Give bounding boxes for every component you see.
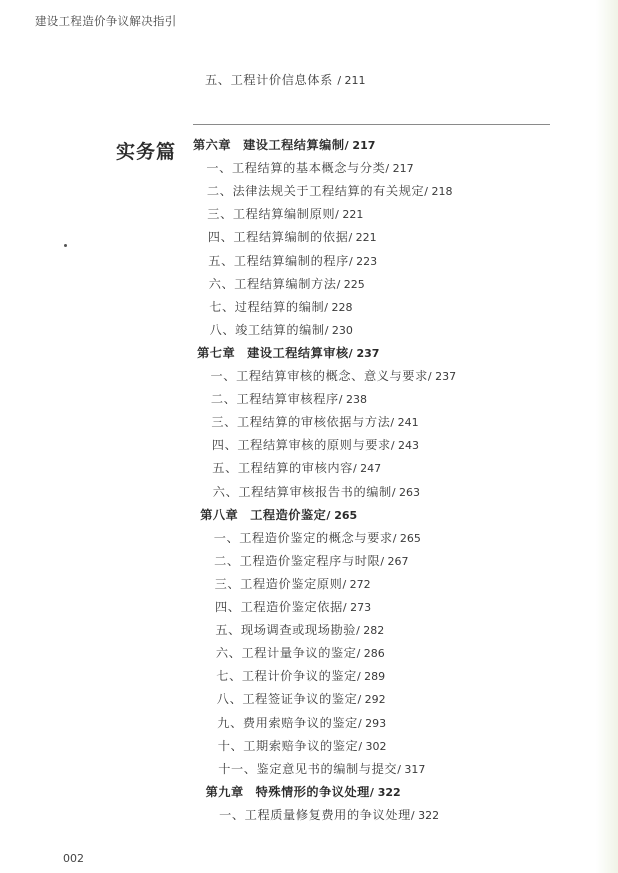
toc-entry-text: 五、现场调查或现场勘验: [215, 623, 357, 638]
toc-entry-prev-section: [205, 72, 366, 89]
toc-entry-text: 十、工期索赔争议的鉴定: [217, 738, 359, 753]
toc-entry-page: / 317: [397, 762, 426, 776]
toc-entry-page: / 238: [338, 393, 367, 407]
toc-entry-page: / 265: [392, 531, 421, 545]
toc-chapter-number: 第七章: [197, 345, 236, 360]
toc-entry-page: / 263: [391, 485, 421, 499]
toc-section-entry: [214, 553, 408, 570]
toc-entry-page: / 223: [348, 254, 378, 268]
toc-entry-text: 五、工程结算的审核内容: [212, 461, 353, 476]
toc-entry-page: / 272: [342, 577, 371, 591]
toc-entry-page: / 322: [369, 785, 401, 799]
scan-edge-shading: [596, 0, 618, 873]
toc-section-entry: [210, 322, 353, 339]
toc-chapter-heading: [206, 784, 401, 801]
toc-entry-page: / 289: [356, 670, 386, 684]
toc-entry-page: / 293: [357, 716, 387, 730]
toc-section-entry: [216, 645, 385, 662]
toc-entry-text: 六、工程结算编制方法: [208, 276, 337, 291]
toc-chapter-title: 建设工程结算编制: [243, 138, 345, 152]
toc-section-entry: [214, 530, 421, 547]
part-title: 实务篇: [116, 141, 177, 163]
toc-entry-page: / 267: [380, 554, 409, 568]
toc-entry-text: 四、工程造价鉴定依据: [215, 600, 343, 614]
toc-chapter-number: 第六章: [193, 138, 232, 152]
page-number: 002: [63, 852, 84, 865]
toc-section-entry: [206, 160, 413, 177]
toc-chapter-number: 第九章: [205, 784, 244, 799]
toc-entry-text: 六、工程计量争议的鉴定: [215, 646, 357, 661]
toc-section-entry: [209, 276, 365, 293]
toc-chapter-heading: [200, 507, 357, 524]
toc-entry-page: / 228: [324, 300, 353, 314]
toc-chapter-heading: [197, 345, 379, 362]
section-divider: [193, 124, 550, 125]
toc-chapter-title: 特殊情形的争议处理: [255, 784, 370, 799]
toc-entry-page: / 282: [356, 624, 385, 638]
toc-entry-text: 七、过程结算的编制: [209, 299, 325, 314]
toc-section-entry: [211, 368, 457, 385]
toc-entry-page: / 302: [358, 739, 387, 753]
toc-entry-page: / 218: [424, 185, 453, 199]
toc-entry-text: 五、工程计价信息体系: [205, 73, 333, 87]
toc-section-entry: [208, 229, 377, 246]
toc-entry-page: / 221: [348, 231, 377, 245]
toc-entry-page: / 221: [335, 208, 364, 222]
toc-section-entry: [218, 761, 425, 778]
toc-entry-page: / 292: [357, 693, 386, 707]
toc-entry-text: 二、工程造价鉴定程序与时限: [214, 553, 381, 568]
toc-entry-text: 四、工程结算编制的依据: [207, 230, 349, 245]
toc-entry-text: 三、工程造价鉴定原则: [214, 576, 343, 591]
toc-entry-text: 八、竣工结算的编制: [209, 322, 325, 337]
toc-entry-page: / 241: [390, 416, 419, 430]
toc-section-entry: [215, 622, 384, 639]
toc-chapter-title: 工程造价鉴定: [250, 507, 327, 522]
toc-entry-text: 五、工程结算编制的程序: [208, 253, 349, 268]
toc-entry-text: 三、工程结算的审核依据与方法: [211, 415, 391, 430]
toc-section-entry: [213, 484, 420, 501]
toc-entry-text: 一、工程造价鉴定的概念与要求: [213, 530, 393, 545]
toc-entry-page: / 265: [326, 508, 358, 522]
running-header: 建设工程造价争议解决指引: [35, 14, 177, 28]
toc-entry-text: 七、工程计价争议的鉴定: [216, 669, 357, 684]
toc-section-entry: [219, 807, 439, 824]
toc-entry-text: 四、工程结算审核的原则与要求: [211, 438, 391, 453]
toc-entry-page: / 273: [342, 601, 372, 614]
toc-section-entry: [211, 391, 367, 408]
toc-chapter-heading: [193, 137, 375, 154]
toc-section-entry: [217, 715, 386, 732]
toc-entry-page: / 217: [344, 139, 376, 152]
toc-section-entry: [218, 738, 387, 755]
toc-entry-text: 一、工程质量修复费用的争议处理: [219, 807, 411, 822]
toc-entry-text: 九、费用索赔争议的鉴定: [217, 715, 358, 730]
toc-entry-page: / 230: [324, 323, 353, 337]
toc-entry-text: 一、工程结算的基本概念与分类: [206, 161, 386, 176]
toc-entry-text: 一、工程结算审核的概念、意义与要求: [210, 369, 428, 383]
toc-entry-page: / 237: [348, 346, 380, 360]
toc-section-entry: [211, 414, 418, 431]
toc-section-entry: [209, 299, 352, 316]
toc-entry-page: / 237: [427, 370, 457, 383]
toc-entry-page: / 247: [352, 462, 382, 476]
toc-entry-text: 八、工程签证争议的鉴定: [216, 692, 358, 707]
toc-section-entry: [212, 460, 381, 477]
toc-section-entry: [216, 668, 385, 685]
toc-section-entry: [208, 253, 377, 270]
toc-section-entry: [215, 599, 371, 616]
toc-chapter-title: 建设工程结算审核: [247, 345, 349, 360]
toc-entry-text: 六、工程结算审核报告书的编制: [212, 484, 392, 499]
toc-chapter-number: 第八章: [200, 507, 239, 522]
scan-speck: [64, 244, 67, 247]
toc-section-entry: [215, 576, 371, 593]
toc-section-entry: [207, 206, 363, 223]
toc-entry-text: 二、工程结算审核程序: [210, 392, 339, 407]
toc-entry-page: / 225: [336, 277, 365, 291]
toc-section-entry: [217, 691, 386, 708]
toc-entry-page: / 243: [390, 439, 420, 453]
toc-entry-page: / 211: [337, 74, 366, 87]
toc-section-entry: [212, 437, 419, 454]
toc-entry-page: / 286: [356, 647, 385, 661]
toc-entry-page: / 217: [385, 162, 414, 176]
toc-entry-text: 十一、鉴定意见书的编制与提交: [218, 761, 398, 776]
toc-entry-page: / 322: [410, 808, 440, 822]
toc-section-entry: [207, 183, 453, 200]
toc-entry-text: 三、工程结算编制原则: [207, 207, 336, 222]
toc-entry-text: 二、法律法规关于工程结算的有关规定: [206, 184, 425, 199]
